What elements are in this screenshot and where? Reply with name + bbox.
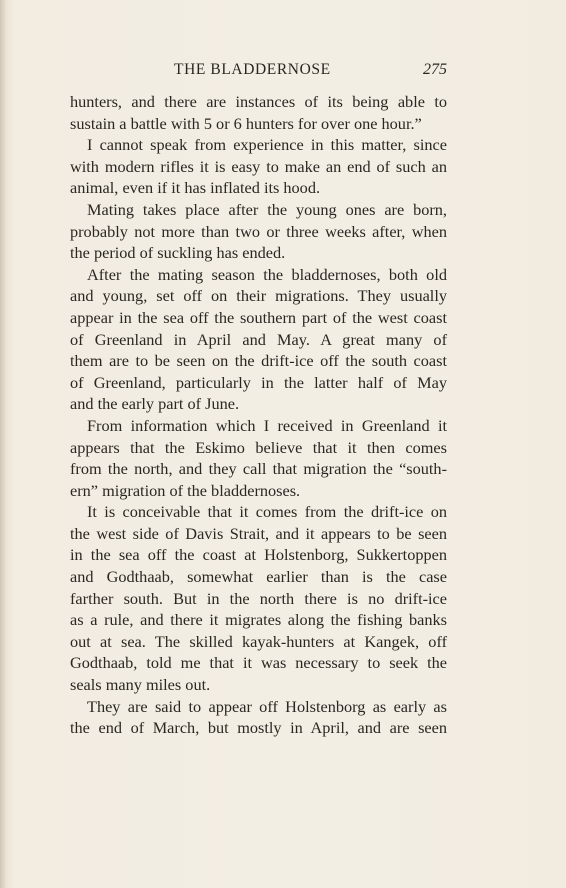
text-line: them are to be seen on the drift-ice off the south coast [70, 351, 447, 371]
text-line: the end of March, but mostly in April, and are seen [70, 718, 447, 738]
text-line: of Greenland in April and May. A great many of [70, 329, 447, 349]
text-line: sustain a battle with 5 or 6 hunters for over one hour.” [70, 113, 422, 133]
text-line: hunters, and there are instances of its being able to [70, 92, 447, 111]
text-line: Godthaab, told me that it was necessary to seek the [70, 653, 447, 673]
text-line: and young, set off on their migrations. They usually [70, 286, 447, 306]
text-line: Mating takes place after the young ones are born, [87, 199, 447, 219]
body-text [70, 91, 447, 739]
text-line: of Greenland, particularly in the latter half of May [70, 372, 447, 392]
text-line: and Godthaab, somewhat earlier than is the case [70, 567, 447, 587]
text-line: They are said to appear off Holstenborg as early as [87, 696, 447, 716]
text-line: ern” migration of the bladdernoses. [70, 480, 301, 500]
text-line: the west side of Davis Strait, and it appears to be seen [70, 523, 447, 543]
text-line: It is conceivable that it comes from the drift-ice on [87, 502, 447, 522]
text-line: seals many miles out. [70, 675, 211, 695]
text-line: After the mating season the bladdernoses, both old [87, 264, 447, 284]
text-line: appears that the Eskimo believe that it then comes [70, 437, 447, 457]
text-line: I cannot speak from experience in this matter, since [87, 135, 447, 155]
page-header [70, 58, 447, 82]
text-line: as a rule, and there it migrates along the fishing banks [70, 610, 447, 630]
text-line: out at sea. The skilled kayak-hunters at Kangek, off [70, 631, 447, 651]
text-line: appear in the sea off the southern part of the west coast [70, 307, 447, 327]
text-line: in the sea off the coast at Holstenborg, Sukkertoppen [70, 545, 447, 565]
running-head: THE BLADDERNOSE [174, 61, 331, 78]
text-line: with modern rifles it is easy to make an end of such an [70, 156, 447, 176]
page-number: 275 [423, 61, 447, 78]
text-line: animal, even if it has inflated its hood. [70, 178, 321, 198]
page-gutter-edge [0, 0, 6, 888]
text-line: from the north, and they call that migration the “south- [70, 459, 447, 479]
text-line: farther south. But in the north there is no drift-ice [70, 588, 447, 608]
text-line: the period of suckling has ended. [70, 243, 286, 263]
text-line: and the early part of June. [70, 394, 240, 414]
text-line: From information which I received in Greenland it [87, 415, 447, 435]
text-line: probably not more than two or three weeks after, when [70, 221, 447, 241]
